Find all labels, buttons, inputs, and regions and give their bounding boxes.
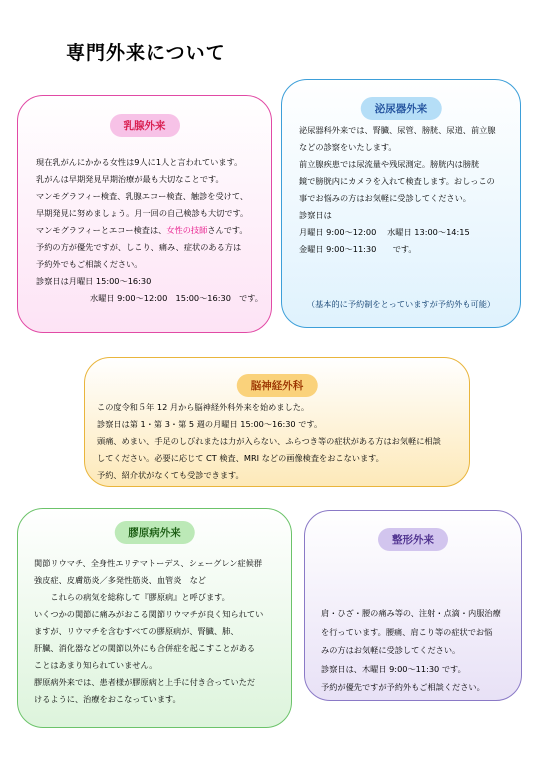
urology-clinic-text <box>299 122 496 258</box>
breast-line: マンモグラフィーとエコー検査は、女性の技師さんです。 <box>36 225 248 235</box>
collagen-line: ことはあまり知られていません。 <box>34 660 158 670</box>
urology-line: 泌尿器科外来では、腎臓、尿管、膀胱、尿道、前立腺 <box>299 125 496 135</box>
urology-line: 診察日は <box>299 210 332 220</box>
breast-line: 早期発見に努めましょう。月一回の自己検診も大切です。 <box>36 208 249 218</box>
neurosurgery-section <box>84 357 470 487</box>
breast-line: 現在乳がんにかかる女性は9人に1人と言われています。 <box>36 157 243 167</box>
breast-line: 診察日は月曜日 15:00～16:30 <box>36 276 152 286</box>
neuro-line: 頭痛、めまい、手足のしびれまたは力が入らない、ふらつき等の症状がある方はお気軽に相談 <box>97 436 441 446</box>
breast-clinic-text <box>36 154 263 307</box>
ortho-line: を行っています。腰痛、肩こり等の症状でお悩 <box>321 626 493 637</box>
collagen-disease-title: 膠原病外来 <box>114 521 195 544</box>
ortho-line: 診察日は、木曜日 9:00～11:30 です。 <box>321 663 466 674</box>
collagen-line: 肝臓、消化器などの関節以外にも合併症を起こすことがある <box>34 643 256 653</box>
urology-line: 前立腺疾患では尿流量や残尿測定。膀胱内は膀胱 <box>299 159 480 169</box>
orthopedics-title: 整形外来 <box>378 528 448 551</box>
collagen-line: けるように、治療をおこなっています。 <box>34 694 181 704</box>
urology-line: などの診察をいたします。 <box>299 142 397 152</box>
collagen-line: いくつかの関節に痛みがおこる関節リウマチが良く知られてい <box>34 609 264 619</box>
neurosurgery-text <box>97 399 441 484</box>
urology-line: 鏡で膀胱内にカメラを入れて検査します。おしっこの <box>299 176 495 186</box>
collagen-line: 強皮症、皮膚筋炎／多発性筋炎、血管炎 など <box>34 575 206 585</box>
neuro-line: 予約、紹介状がなくても受診できます。 <box>97 470 244 480</box>
collagen-disease-text <box>34 555 263 708</box>
urology-line: 金曜日 9:00～11:30 です。 <box>299 244 417 254</box>
breast-line: 予約外でもご相談ください。 <box>36 259 143 269</box>
breast-line: 予約の方が優先ですが、しこり、痛み、症状のある方は <box>36 242 242 252</box>
page-title: 専門外来について <box>66 42 226 64</box>
urology-clinic-title: 泌尿器外来 <box>361 97 442 120</box>
breast-clinic-title: 乳腺外来 <box>110 114 180 137</box>
neuro-line: この度令和５年 12 月から脳神経外科外来を始めました。 <box>97 402 310 412</box>
urology-line: 事でお悩みの方はお気軽に受診してください。 <box>299 193 471 203</box>
breast-line: マンモグラフィー検査、乳腺エコー検査、触診を受けて、 <box>36 191 249 201</box>
orthopedics-text <box>321 604 501 697</box>
neuro-line: してください。必要に応じて CT 検査、MRI などの画像検査をおこないます。 <box>97 453 384 463</box>
collagen-line: 関節リウマチ、全身性エリテマトーデス、シェーグレン症候群 <box>34 558 263 568</box>
breast-clinic-section <box>17 95 272 333</box>
urology-line: 月曜日 9:00～12:00 水曜日 13:00～14:15 <box>299 227 470 237</box>
orthopedics-section <box>304 510 522 701</box>
ortho-line: 肩・ひざ・腰の痛み等の、注射・点滴・内服治療 <box>321 608 501 618</box>
collagen-disease-section <box>17 508 292 728</box>
neuro-line: 診察日は第 1・第 3・第 5 週の月曜日 15:00～16:30 です。 <box>97 419 323 429</box>
urology-note: （基本的に予約制をとっていますが予約外も可能） <box>306 299 496 309</box>
female-technician-highlight: 女性の技師 <box>166 225 208 235</box>
collagen-line: ますが、リウマチを含むすべての膠原病が、腎臓、肺、 <box>34 626 239 636</box>
collagen-line: 膠原病外来では、患者様が膠原病と上手に付き合っていただ <box>34 677 256 687</box>
ortho-line: みの方はお気軽に受診してください。 <box>321 645 461 655</box>
breast-line: 水曜日 9:00～12:00 15:00～16:30 です。 <box>90 293 263 303</box>
collagen-line: これらの病気を総称して『膠原病』と呼びます。 <box>34 592 230 602</box>
breast-line: 乳がんは早期発見早期治療が最も大切なことです。 <box>36 174 224 184</box>
ortho-line: 予約が優先ですが予約外もご相談ください。 <box>321 682 485 692</box>
urology-clinic-section <box>281 79 521 328</box>
neurosurgery-title: 脳神経外科 <box>237 374 318 397</box>
